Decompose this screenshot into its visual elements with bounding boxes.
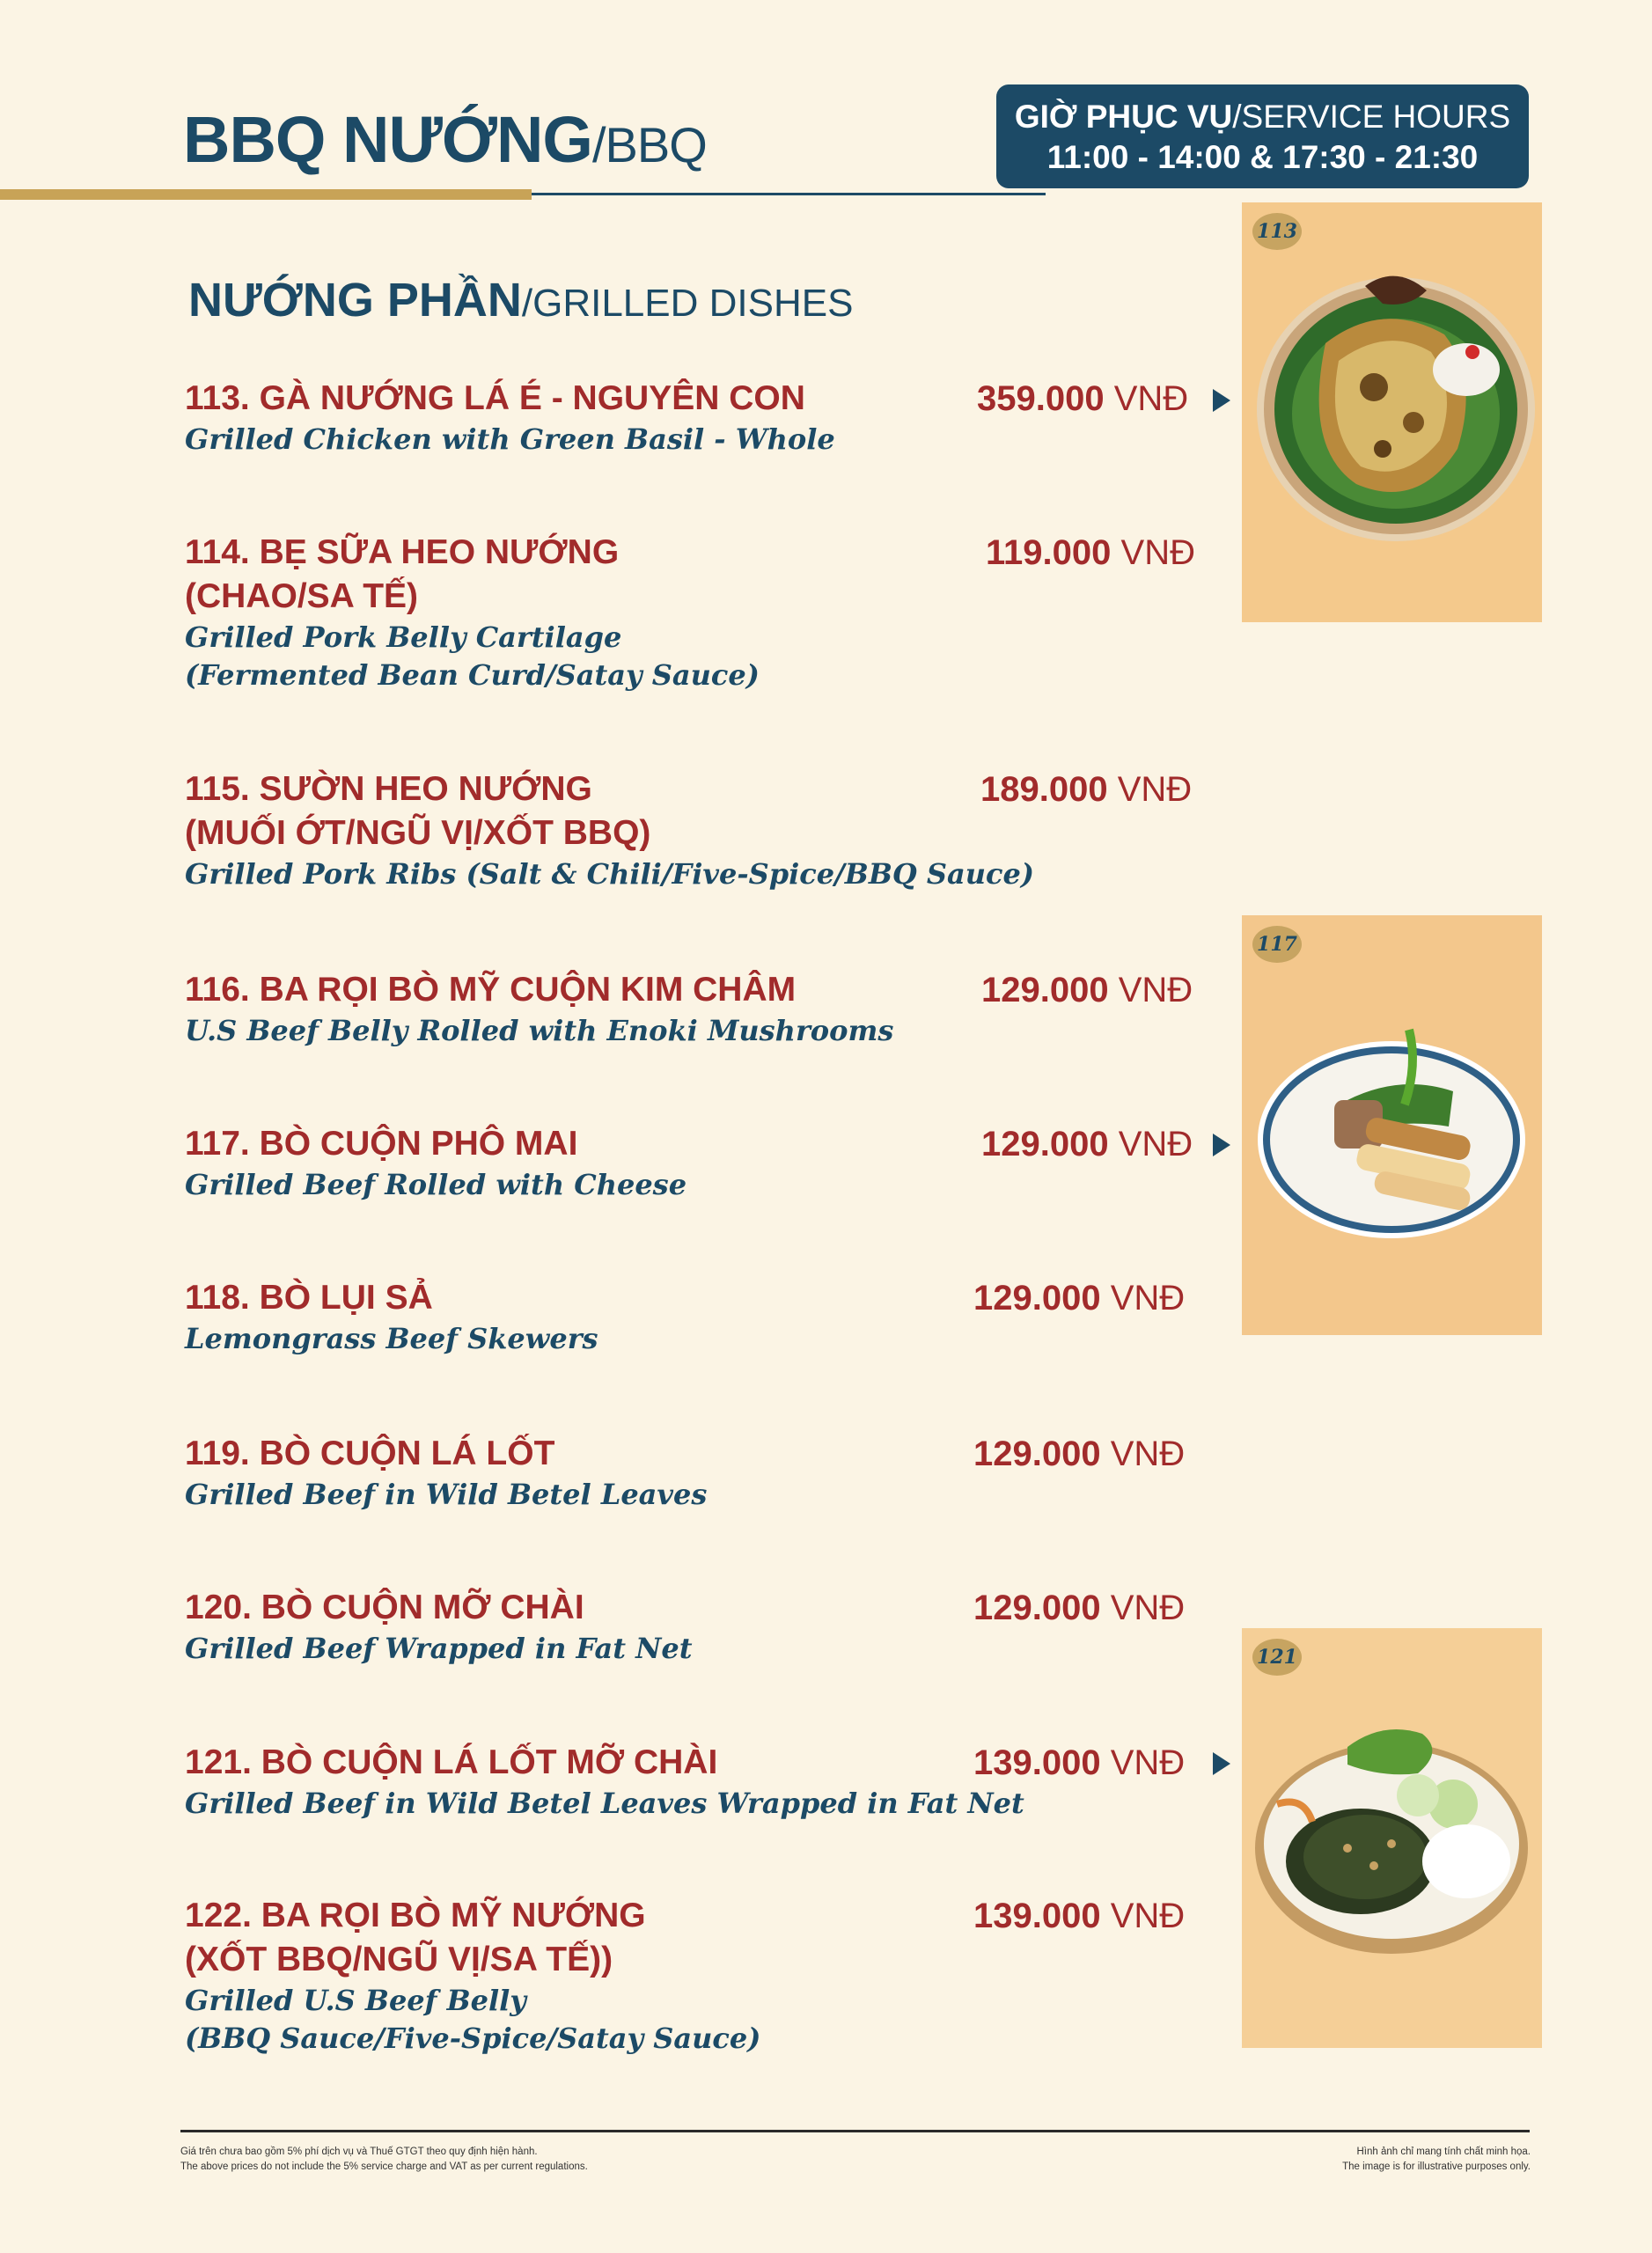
dish-photo-113 bbox=[1242, 202, 1542, 622]
page-title bbox=[183, 104, 707, 175]
footer-divider bbox=[180, 2130, 1530, 2132]
item-price: 189.000 VNĐ bbox=[980, 770, 1193, 809]
item-name-line2: (XỐT BBQ/NGŨ VỊ/SA TẾ)) bbox=[185, 1941, 613, 1978]
item-price: 129.000 VNĐ bbox=[981, 1125, 1193, 1163]
item-price: 359.000 VNĐ bbox=[977, 379, 1189, 418]
page-title-sub: /BBQ bbox=[591, 117, 707, 172]
photo-badge: 117 bbox=[1252, 926, 1302, 963]
item-english-name: Grilled Chicken with Green Basil - Whole bbox=[185, 422, 835, 456]
service-hours-times: 11:00 - 14:00 & 17:30 - 21:30 bbox=[1046, 139, 1479, 176]
beef-betel-leaves-illustration bbox=[1242, 1628, 1542, 2048]
item-name: 122. BA RỌI BÒ MỸ NƯỚNG bbox=[185, 1897, 646, 1934]
item-price: 129.000 VNĐ bbox=[973, 1589, 1186, 1627]
photo-pointer-arrow-icon bbox=[1213, 1752, 1230, 1775]
dish-photo-117 bbox=[1242, 915, 1542, 1335]
grilled-chicken-illustration bbox=[1242, 202, 1542, 622]
item-english-name: U.S Beef Belly Rolled with Enoki Mushrooms bbox=[185, 1014, 894, 1047]
item-name: 120. BÒ CUỘN MỠ CHÀI bbox=[185, 1589, 584, 1626]
item-english-name: Grilled U.S Beef Belly bbox=[185, 1984, 526, 2017]
photo-badge: 113 bbox=[1252, 213, 1302, 250]
item-english-name: Grilled Pork Belly Cartilage bbox=[185, 620, 622, 654]
page-title-main: BBQ NƯỚNG bbox=[183, 103, 592, 176]
gold-divider bbox=[0, 189, 532, 200]
item-price: 139.000 VNĐ bbox=[973, 1743, 1186, 1782]
photo-pointer-arrow-icon bbox=[1213, 389, 1230, 412]
item-price: 129.000 VNĐ bbox=[981, 971, 1193, 1009]
blue-divider bbox=[532, 193, 1046, 195]
item-english-name: Grilled Beef Wrapped in Fat Net bbox=[185, 1632, 693, 1665]
service-hours-box bbox=[996, 84, 1529, 188]
item-price: 139.000 VNĐ bbox=[973, 1897, 1186, 1935]
item-name: 114. BẸ SỮA HEO NƯỚNG bbox=[185, 533, 620, 571]
footer-image-note: Hình ảnh chỉ mang tính chất minh họa. The image is for illustrative purposes only. bbox=[1342, 2147, 1531, 2172]
item-price: 119.000 VNĐ bbox=[986, 533, 1195, 572]
item-name: 116. BA RỌI BÒ MỸ CUỘN KIM CHÂM bbox=[185, 971, 797, 1009]
footer-price-note: Giá trên chưa bao gồm 5% phí dịch vụ và Thuế GTGT theo quy định hiện hành. The above prices do not include the 5% service charge and VAT as per current regulations. bbox=[180, 2147, 588, 2172]
service-hours-label: GIỜ PHỤC VỤ/SERVICE HOURS bbox=[1014, 99, 1511, 135]
section-title-main: NƯỚNG PHẦN bbox=[188, 274, 522, 327]
item-name-line2: (CHAO/SA TẾ) bbox=[185, 577, 419, 615]
item-name: 115. SƯỜN HEO NƯỚNG bbox=[185, 770, 592, 808]
item-name: 113. GÀ NƯỚNG LÁ É - NGUYÊN CON bbox=[185, 379, 805, 417]
item-name: 119. BÒ CUỘN LÁ LỐT bbox=[185, 1435, 555, 1472]
item-english-name: Grilled Beef in Wild Betel Leaves Wrapped in Fat Net bbox=[185, 1787, 1024, 1820]
item-name: 118. BÒ LỤI SẢ bbox=[185, 1279, 433, 1317]
item-english-name-line2: (Fermented Bean Curd/Satay Sauce) bbox=[185, 658, 760, 692]
item-price: 129.000 VNĐ bbox=[973, 1279, 1186, 1317]
beef-rolls-illustration bbox=[1242, 915, 1542, 1335]
item-name-line2: (MUỐI ỚT/NGŨ VỊ/XỐT BBQ) bbox=[185, 814, 651, 852]
item-english-name: Grilled Pork Ribs (Salt & Chili/Five-Spice/BBQ Sauce) bbox=[185, 857, 1034, 891]
dish-photo-121 bbox=[1242, 1628, 1542, 2048]
section-title bbox=[188, 275, 853, 327]
item-name: 117. BÒ CUỘN PHÔ MAI bbox=[185, 1125, 578, 1163]
section-title-sub: /GRILLED DISHES bbox=[521, 282, 854, 325]
photo-badge: 121 bbox=[1252, 1639, 1302, 1676]
item-english-name-line2: (BBQ Sauce/Five-Spice/Satay Sauce) bbox=[185, 2022, 761, 2055]
item-english-name: Grilled Beef in Wild Betel Leaves bbox=[185, 1478, 708, 1511]
item-english-name: Grilled Beef Rolled with Cheese bbox=[185, 1168, 687, 1201]
item-english-name: Lemongrass Beef Skewers bbox=[185, 1322, 598, 1355]
item-price: 129.000 VNĐ bbox=[973, 1435, 1186, 1473]
item-name: 121. BÒ CUỘN LÁ LỐT MỠ CHÀI bbox=[185, 1743, 718, 1781]
photo-pointer-arrow-icon bbox=[1213, 1134, 1230, 1156]
